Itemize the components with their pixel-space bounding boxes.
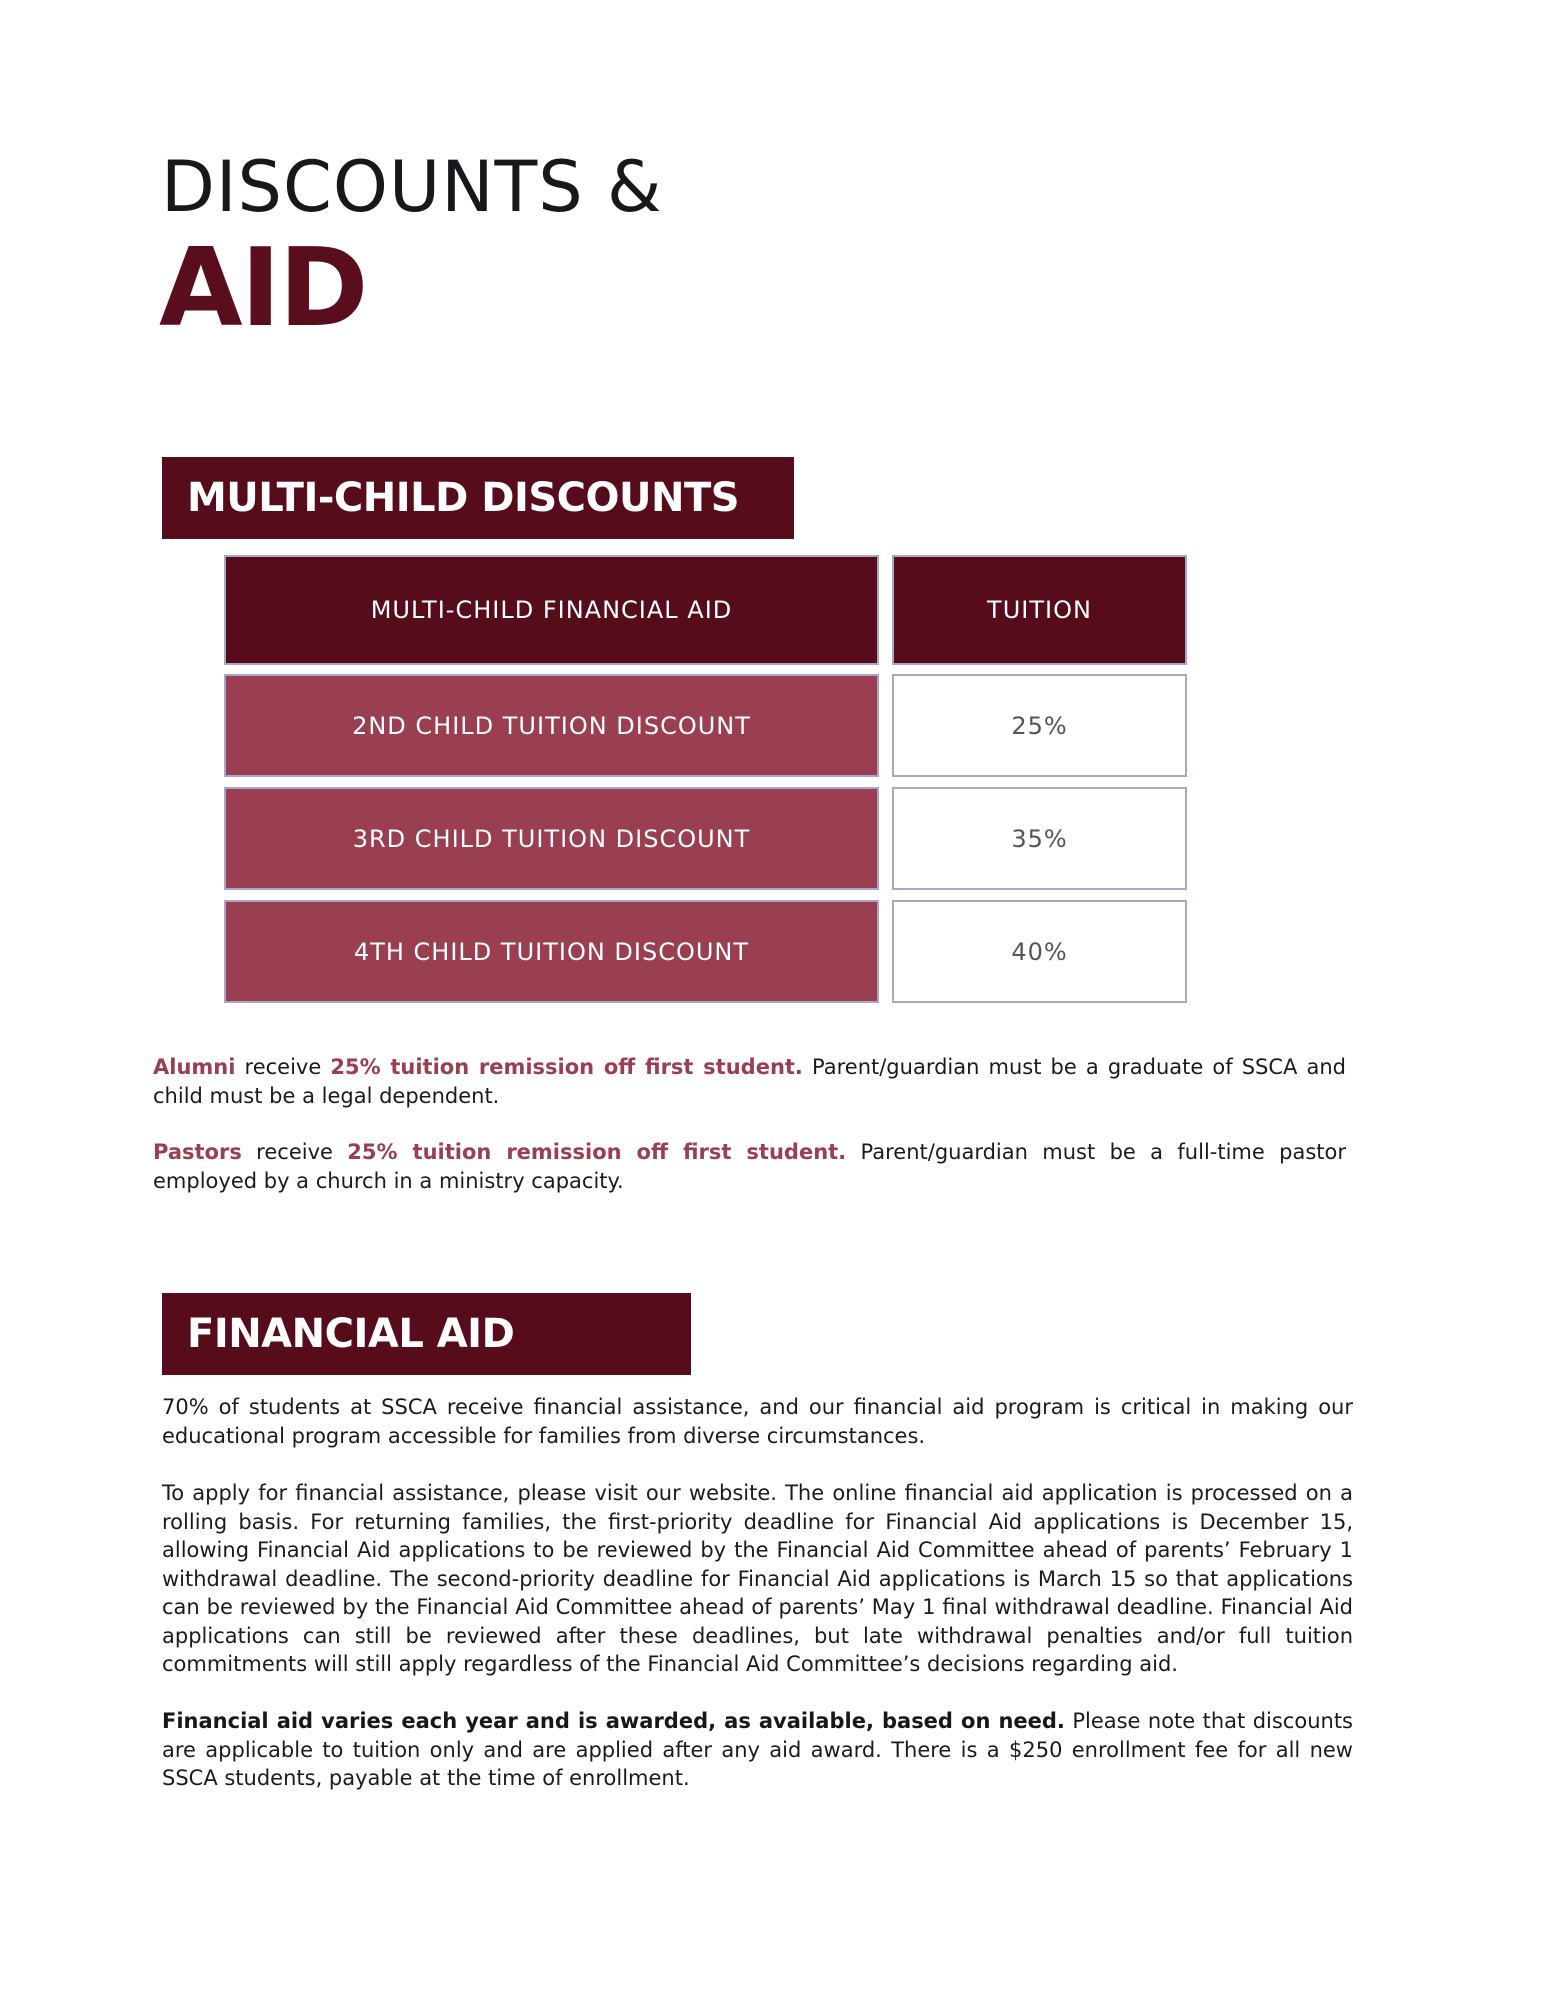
page-title-line1: DISCOUNTS & bbox=[161, 146, 663, 228]
table-header-value: TUITION bbox=[892, 555, 1187, 665]
alumni-verb: receive bbox=[235, 1055, 331, 1079]
pastors-offer: 25% tuition remission off first student. bbox=[347, 1140, 847, 1164]
table-header-label: MULTI-CHILD FINANCIAL AID bbox=[224, 555, 879, 665]
section-banner-financial-aid: FINANCIAL AID bbox=[162, 1293, 691, 1375]
table-row-value: 40% bbox=[892, 900, 1187, 1003]
financial-aid-intro: 70% of students at SSCA receive financial assistance, and our financial aid program is critical in making our educational program accessible for families from diverse circumstances. bbox=[162, 1395, 1353, 1448]
financial-aid-terms-bold: Financial aid varies each year and is awarded, as available, based on need. bbox=[162, 1709, 1065, 1733]
alumni-requirement: Parent/guardian must be a graduate of SSCA and child must be a legal dependent. bbox=[153, 1055, 1347, 1108]
table-row-label: 2ND CHILD TUITION DISCOUNT bbox=[224, 674, 879, 777]
page-title-line2: AID bbox=[159, 226, 367, 351]
pastors-note bbox=[153, 1138, 1346, 1195]
table-row-value: 35% bbox=[892, 787, 1187, 890]
pastors-label: Pastors bbox=[153, 1140, 242, 1164]
pastors-verb: receive bbox=[241, 1140, 348, 1164]
alumni-label: Alumni bbox=[153, 1055, 236, 1079]
table-row-value: 25% bbox=[892, 674, 1187, 777]
financial-aid-terms-rest: Please note that discounts are applicable to tuition only and are applied after any aid award. There is a $250 enrollment fee for all new SSCA students, payable at the time of enrollment. bbox=[162, 1709, 1353, 1790]
table-row-label: 4TH CHILD TUITION DISCOUNT bbox=[224, 900, 879, 1003]
section-banner-multi-child: MULTI-CHILD DISCOUNTS bbox=[162, 457, 794, 539]
table-row-label: 3RD CHILD TUITION DISCOUNT bbox=[224, 787, 879, 890]
pastors-requirement: Parent/guardian must be a full-time pastor employed by a church in a ministry capacity. bbox=[153, 1140, 1347, 1193]
alumni-note bbox=[153, 1053, 1346, 1110]
financial-aid-terms bbox=[162, 1707, 1353, 1793]
financial-aid-application-info: To apply for financial assistance, please visit our website. The online financial aid application is processed on a rolling basis. For returning families, the first-priority deadline for Financial Aid applications is December 15, allowing Financial Aid applications to be reviewed by the Financial Aid Committee ahead of parents’ February 1 withdrawal deadline. The second-priority deadline for Financial Aid applications is March 15 so that applications can be reviewed by the Financial Aid Committee ahead of parents’ May 1 final withdrawal deadline. Financial Aid applications can still be reviewed after these deadlines, but late withdrawal penalties and/or full tuition commitments will still apply regardless of the Financial Aid Committee’s decisions regarding aid. bbox=[162, 1481, 1353, 1676]
alumni-offer: 25% tuition remission off first student. bbox=[330, 1055, 803, 1079]
